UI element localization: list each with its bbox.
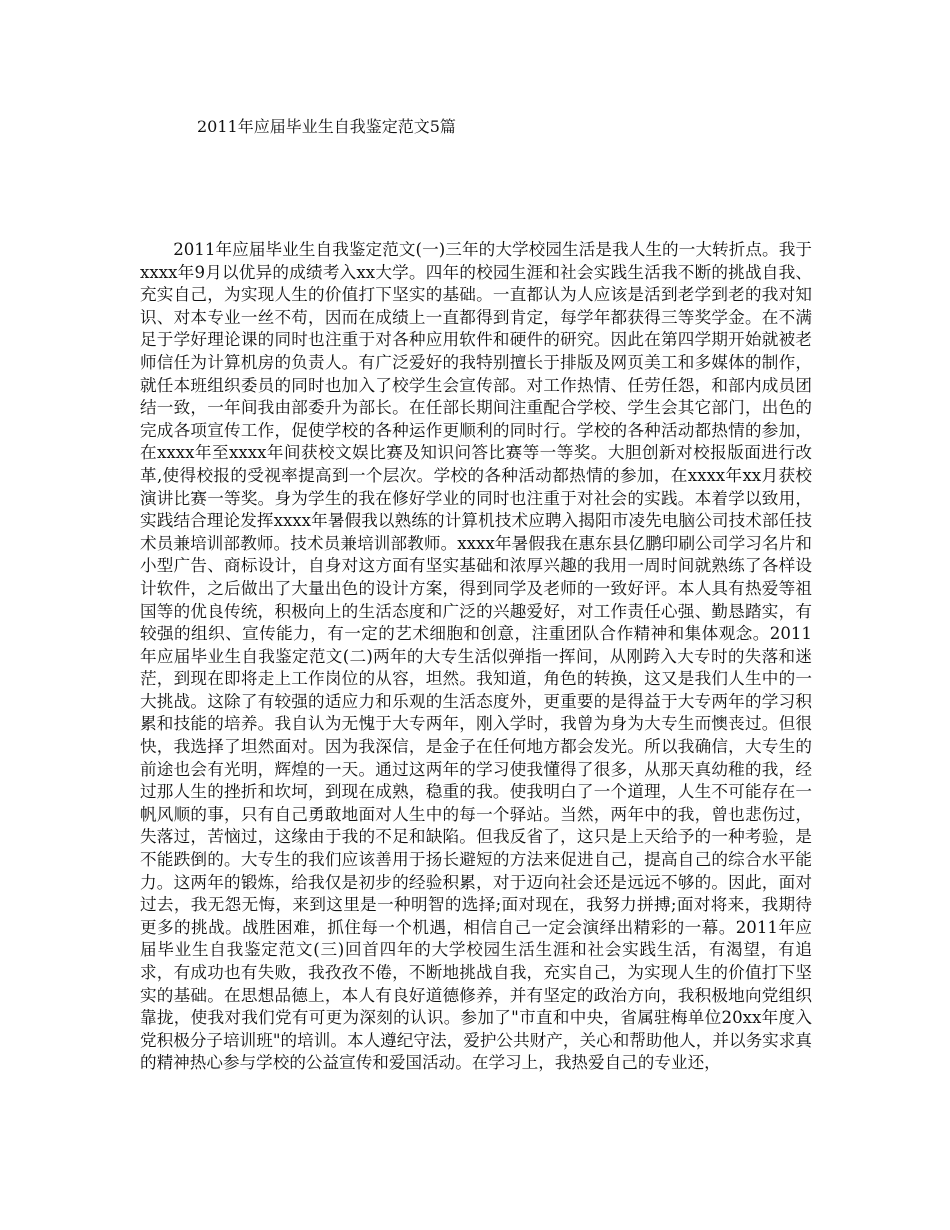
document-body-paragraph: 2011年应届毕业生自我鉴定范文(一)三年的大学校园生活是我人生的一大转折点。我于xxxx年9月以优异的成绩考入xx大学。四年的校园生涯和社会实践生活我不断的挑战自我、充实自己，为实现人生的价值打下坚实的基础。一直都认为人应该是活到老学到老的我对知识、对本专业一丝不苟，因而在成绩上一直都得到肯定，每学年都获得三等奖学金。在不满足于学好理论课的同时也注重于对各种应用软件和硬件的研究。因此在第四学期开始就被老师信任为计算机房的负责人。有广泛爱好的我特别擅长于排版及网页美工和多媒体的制作，就任本班组织委员的同时也加入了校学生会宣传部。对工作热情、任劳任怨，和部内成员团结一致，一年间我由部委升为部长。在任部长期间注重配合学校、学生会其它部门，出色的完成各项宣传工作，促使学校的各种运作更顺利的同时行。学校的各种活动都热情的参加，在xxxx年至xxxx年间获校文娱比赛及知识问答比赛等一等奖。大胆创新对校报版面进行改革,使得校报的受视率提高到一个层次。学校的各种活动都热情的参加，在xxxx年xx月获校演讲比赛一等奖。身为学生的我在修好学业的同时也注重于对社会的实践。本着学以致用，实践结合理论发挥xxxx年暑假我以熟练的计算机技术应聘入揭阳市凌先电脑公司技术部任技术员兼培训部教师。技术员兼培训部教师。xxxx年暑假我在惠东县亿鹏印刷公司学习名片和小型广告、商标设计，自身对这方面有坚实基础和浓厚兴趣的我用一周时间就熟练了各样设计软件，之后做出了大量出色的设计方案，得到同学及老师的一致好评。本人具有热爱等祖国等的优良传统，积极向上的生活态度和广泛的兴趣爱好，对工作责任心强、勤恳踏实，有较强的组织、宣传能力，有一定的艺术细胞和创意，注重团队合作精神和集体观念。2011年应届毕业生自我鉴定范文(二)两年的大专生活似弹指一挥间，从刚跨入大专时的失落和迷茫，到现在即将走上工作岗位的从容，坦然。我知道，角色的转换，这又是我们人生中的一大挑战。这除了有较强的适应力和乐观的生活态度外，更重要的是得益于大专两年的学习积累和技能的培养。我自认为无愧于大专两年，刚入学时，我曾为身为大专生而懊丧过。但很快，我选择了坦然面对。因为我深信，是金子在任何地方都会发光。所以我确信，大专生的前途也会有光明，辉煌的一天。通过这两年的学习使我懂得了很多，从那天真幼稚的我，经过那人生的挫折和坎坷，到现在成熟，稳重的我。使我明白了一个道理，人生不可能存在一帆风顺的事，只有自己勇敢地面对人生中的每一个驿站。当然，两年中的我，曾也悲伤过，失落过，苦恼过，这缘由于我的不足和缺陷。但我反省了，这只是上天给予的一种考验，是不能跌倒的。大专生的我们应该善用于扬长避短的方法来促进自己，提高自己的综合水平能力。这两年的锻炼，给我仅是初步的经验积累，对于迈向社会还是远远不够的。因此，面对过去，我无怨无悔，来到这里是一种明智的选择;面对现在，我努力拼搏;面对将来，我期待更多的挑战。战胜困难，抓住每一个机遇，相信自己一定会演绎出精彩的一幕。2011年应届毕业生自我鉴定范文(三)回首四年的大学校园生活生涯和社会实践生活，有渴望，有追求，有成功也有失败，我孜孜不倦，不断地挑战自我，充实自己，为实现人生的价值打下坚实的基础。在思想品德上，本人有良好道德修养，并有坚定的政治方向，我积极地向党组织靠拢，使我对我们党有可更为深刻的认识。参加了"市直和中央，省属驻梅单位20xx年度入党积极分子培训班"的培训。本人遵纪守法，爱护公共财产，关心和帮助他人，并以务实求真的精神热心参与学校的公益宣传和爱国活动。在学习上，我热爱自己的专业还，: [140, 240, 812, 1073]
document-title: 2011年应届毕业生自我鉴定范文5篇: [197, 117, 456, 136]
